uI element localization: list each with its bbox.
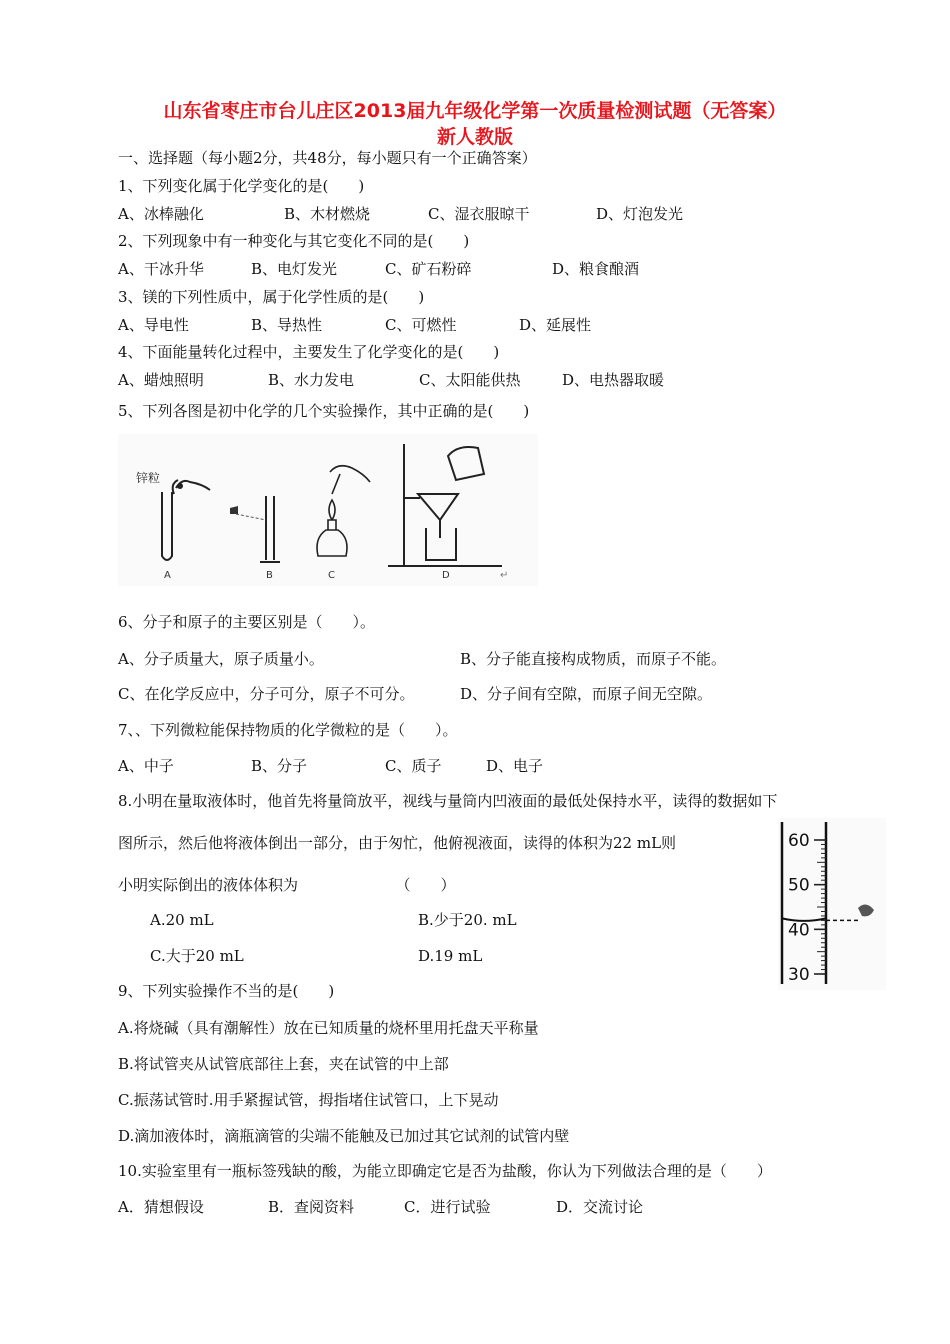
scale-tick-label: 60: [788, 831, 810, 851]
question-6-option-d: D、分子间有空隙，而原子间无空隙。: [460, 685, 713, 703]
document-subtitle: 新人教版: [436, 126, 513, 148]
figure-return-mark: ↵: [500, 570, 509, 581]
question-3-option-d: D、延展性: [519, 316, 592, 334]
question-2-option-d: D、粮食酿酒: [552, 260, 640, 278]
question-10-option-d: D．交流讨论: [556, 1198, 644, 1216]
graduated-cylinder-figure: [778, 818, 886, 990]
zinc-pellet: [177, 483, 183, 489]
question-1-option-c: C、湿衣服晾干: [428, 205, 530, 223]
question-10-option-b: B．查阅资料: [268, 1198, 355, 1216]
question-1-option-b: B、木材燃烧: [284, 205, 371, 223]
question-6-stem: 6、分子和原子的主要区别是（ ）。: [118, 613, 376, 631]
question-8-option-c: C.大于20 mL: [150, 947, 244, 965]
figure-label-c: C: [328, 570, 335, 581]
figure-label-d: D: [442, 570, 450, 581]
question-1-stem: 1、下列变化属于化学变化的是( ): [118, 177, 365, 195]
question-10-option-a: A．猜想假设: [118, 1198, 204, 1216]
question-3-option-b: B、导热性: [251, 316, 323, 334]
question-1-option-d: D、灯泡发光: [596, 205, 684, 223]
question-2-option-b: B、电灯发光: [251, 260, 338, 278]
document-title: 山东省枣庄市台儿庄区2013届九年级化学第一次质量检测试题（无答案）: [163, 100, 787, 122]
question-2-option-c: C、矿石粉碎: [385, 260, 472, 278]
question-8-line-3: 小明实际倒出的液体体积为 （ ）: [118, 876, 456, 894]
question-3-stem: 3、镁的下列性质中，属于化学性质的是( ): [118, 288, 425, 306]
question-7-option-d: D、电子: [486, 757, 544, 775]
question-2-option-a: A、干冰升华: [118, 260, 204, 278]
question-6-option-b: B、分子能直接构成物质，而原子不能。: [460, 650, 727, 668]
question-8-option-d: D.19 mL: [418, 947, 483, 965]
scale-tick-label: 40: [788, 920, 810, 941]
question-7-option-b: B、分子: [251, 757, 308, 775]
lab-operations-figure: [118, 434, 538, 586]
question-9-option-d: D.滴加液体时，滴瓶滴管的尖端不能触及已加过其它试剂的试管内壁: [118, 1127, 570, 1145]
question-8-line-1: 8.小明在量取液体时，他首先将量筒放平，视线与量筒内凹液面的最低处保持水平，读得的数据如下: [118, 792, 778, 810]
question-6-option-a: A、分子质量大，原子质量小。: [118, 650, 324, 668]
question-7-option-a: A、中子: [118, 757, 174, 775]
question-8-line-2: 图所示，然后他将液体倒出一部分，由于匆忙，他俯视液面，读得的体积为22 mL则: [118, 834, 677, 852]
question-7-stem: 7、、下列微粒能保持物质的化学微粒的是（ ）。: [118, 721, 458, 739]
question-10-stem: 10.实验室里有一瓶标签残缺的酸，为能立即确定它是否为盐酸，你认为下列做法合理的是（ ）: [118, 1162, 772, 1180]
question-8-option-b: B.少于20. mL: [418, 911, 517, 929]
question-9-stem: 9、下列实验操作不当的是( ): [118, 982, 335, 1000]
figure-label-a: A: [164, 570, 171, 581]
question-4-option-b: B、水力发电: [268, 371, 355, 389]
question-9-option-a: A.将烧碱（具有潮解性）放在已知质量的烧杯里用托盘天平称量: [118, 1019, 539, 1037]
scale-tick-label: 30: [788, 965, 810, 985]
question-4-option-d: D、电热器取暖: [562, 371, 665, 389]
question-1-option-a: A、冰棒融化: [118, 205, 204, 223]
question-8-option-a: A.20 mL: [150, 911, 214, 929]
question-10-option-c: C．进行试验: [404, 1198, 491, 1216]
scale-tick-label: 50: [788, 875, 810, 896]
question-9-option-c: C.振荡试管时.用手紧握试管，拇指堵住试管口，上下晃动: [118, 1091, 499, 1109]
question-4-option-c: C、太阳能供热: [419, 371, 521, 389]
question-2-stem: 2、下列现象中有一种变化与其它变化不同的是( ): [118, 232, 470, 250]
question-9-option-b: B.将试管夹从试管底部往上套，夹在试管的中上部: [118, 1055, 449, 1073]
section-heading: 一、选择题（每小题2分，共48分，每小题只有一个正确答案）: [118, 149, 537, 167]
question-3-option-a: A、导电性: [118, 316, 189, 334]
question-3-option-c: C、可燃性: [385, 316, 457, 334]
question-7-option-c: C、质子: [385, 757, 442, 775]
figure-label-zinc: 锌粒: [136, 471, 161, 485]
figure-label-b: B: [266, 570, 273, 581]
question-4-stem: 4、下面能量转化过程中，主要发生了化学变化的是( ): [118, 343, 500, 361]
question-6-option-c: C、在化学反应中，分子可分，原子不可分。: [118, 685, 415, 703]
question-5-stem: 5、下列各图是初中化学的几个实验操作，其中正确的是( ): [118, 402, 530, 420]
question-4-option-a: A、蜡烛照明: [118, 371, 204, 389]
